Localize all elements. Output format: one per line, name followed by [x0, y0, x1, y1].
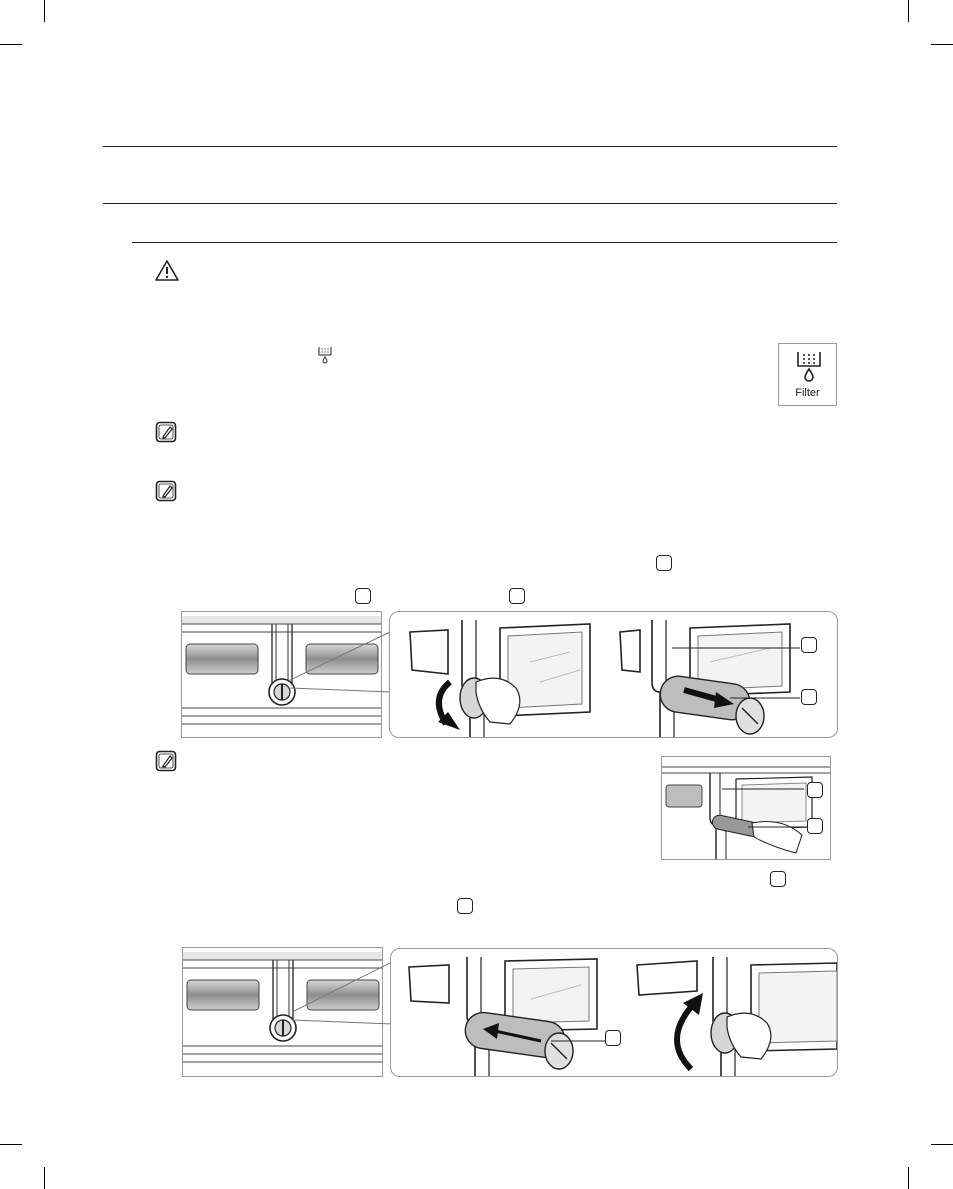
callout-box [457, 898, 473, 914]
crop-mark [44, 1167, 45, 1189]
callout-box [355, 588, 371, 604]
note-pencil-icon [155, 750, 177, 772]
callout-box [807, 782, 823, 798]
figure-filter-cap [661, 756, 831, 860]
section-rule-top [103, 146, 837, 147]
crop-mark [908, 1167, 909, 1189]
filter-button-illustration [778, 343, 837, 406]
figure-insert-filter [390, 948, 838, 1077]
warning-triangle-icon [154, 259, 180, 282]
section-rule-middle [103, 203, 837, 204]
zoom-lines [292, 960, 402, 1030]
callout-box [605, 1030, 621, 1046]
callout-box [801, 689, 817, 705]
crop-mark [908, 0, 909, 22]
callout-box [509, 588, 525, 604]
callout-box [770, 871, 786, 887]
figure-remove-filter [389, 611, 838, 738]
crop-mark [0, 1144, 22, 1145]
note-pencil-icon [155, 480, 177, 502]
crop-mark [0, 44, 22, 45]
crop-mark [931, 1144, 953, 1145]
callout-box [807, 818, 823, 834]
crop-mark [931, 44, 953, 45]
callout-box [656, 555, 672, 571]
filter-label: Filter [795, 387, 820, 399]
zoom-lines [290, 630, 400, 700]
filter-drop-icon [796, 350, 822, 384]
callout-box [801, 637, 817, 653]
filter-drop-icon [318, 346, 332, 364]
subsection-rule [132, 242, 837, 243]
crop-mark [44, 0, 45, 22]
note-pencil-icon [155, 421, 177, 443]
